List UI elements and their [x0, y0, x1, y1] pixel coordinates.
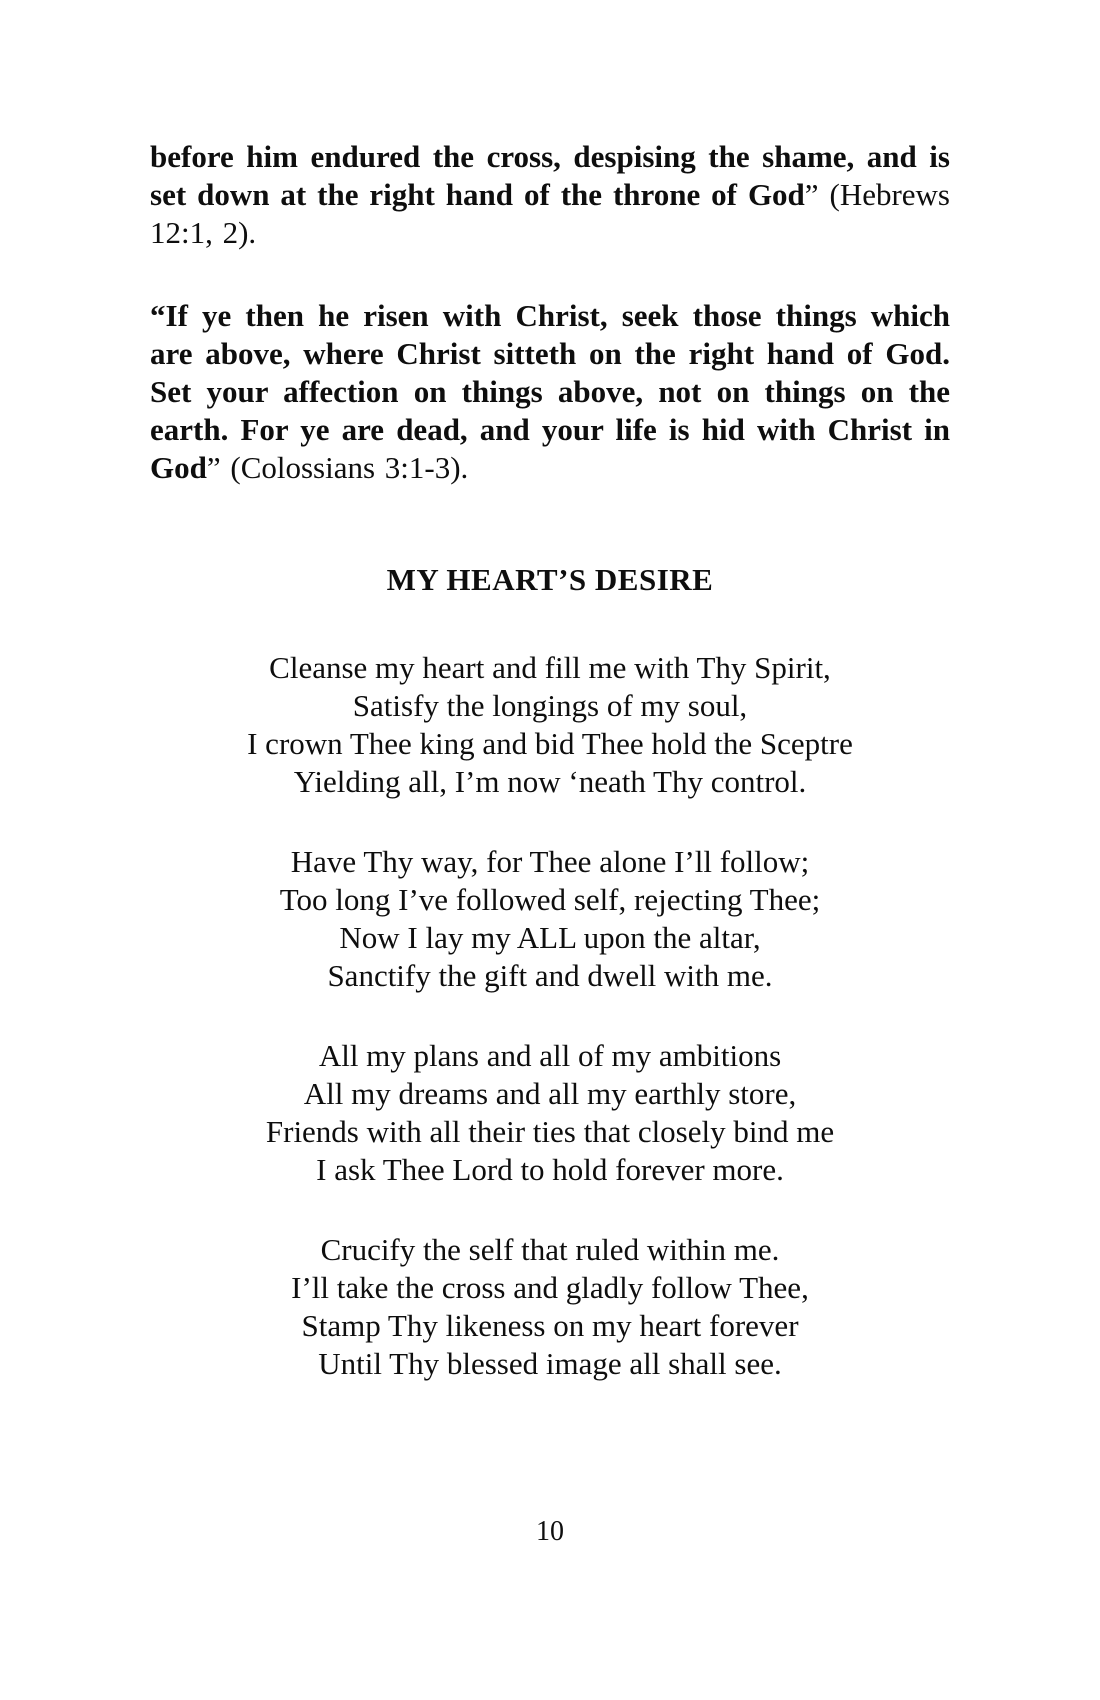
colossians-citation: ” (Colossians 3:1-3).: [206, 450, 469, 485]
poem-title: MY HEART’S DESIRE: [386, 562, 714, 597]
poem-line: Yielding all, I’m now ‘neath Thy control.: [293, 764, 807, 799]
poem-line: I crown Thee king and bid Thee hold the Sceptre: [247, 726, 853, 761]
poem-stanza-4: [150, 1231, 950, 1383]
poem-stanza-3: [150, 1037, 950, 1189]
poem-line: Cleanse my heart and fill me with Thy Spirit,: [269, 650, 831, 685]
scripture-paragraph-colossians: [150, 297, 950, 487]
poem-line: Friends with all their ties that closely bind me: [265, 1114, 835, 1149]
poem-line: Until Thy blessed image all shall see.: [318, 1346, 782, 1381]
page-number: 10: [536, 1516, 564, 1547]
hebrews-quote-text: before him endured the cross, despising the shame, and is set down at the right hand of the throne of God: [150, 139, 950, 212]
colossians-quote-text: “If ye then he risen with Christ, seek those things which are above, where Christ sitteth on the right hand of God. Set your affection on things above, not on things on the earth. For ye are dead, and your life is hid with Christ in God: [150, 298, 950, 485]
poem-line: I ask Thee Lord to hold forever more.: [316, 1152, 784, 1187]
poem-stanza-1: [150, 649, 950, 801]
hebrews-citation: ” (Hebrews 12:1, 2).: [150, 177, 950, 250]
poem-line: Crucify the self that ruled within me.: [320, 1232, 780, 1267]
poem-stanza-2: [150, 843, 950, 995]
poem-line: All my dreams and all my earthly store,: [303, 1076, 797, 1111]
poem-line: Satisfy the longings of my soul,: [352, 688, 748, 723]
poem-line: Stamp Thy likeness on my heart forever: [301, 1308, 799, 1343]
poem-line: Too long I’ve followed self, rejecting Thee;: [279, 882, 821, 917]
poem-line: All my plans and all of my ambitions: [318, 1038, 782, 1073]
scripture-paragraph-hebrews: [150, 138, 950, 252]
poem-line: I’ll take the cross and gladly follow Thee,: [291, 1270, 809, 1305]
poem-line: Have Thy way, for Thee alone I’ll follow;: [290, 844, 810, 879]
poem-line: Sanctify the gift and dwell with me.: [327, 958, 773, 993]
poem-line: Now I lay my ALL upon the altar,: [339, 920, 761, 955]
